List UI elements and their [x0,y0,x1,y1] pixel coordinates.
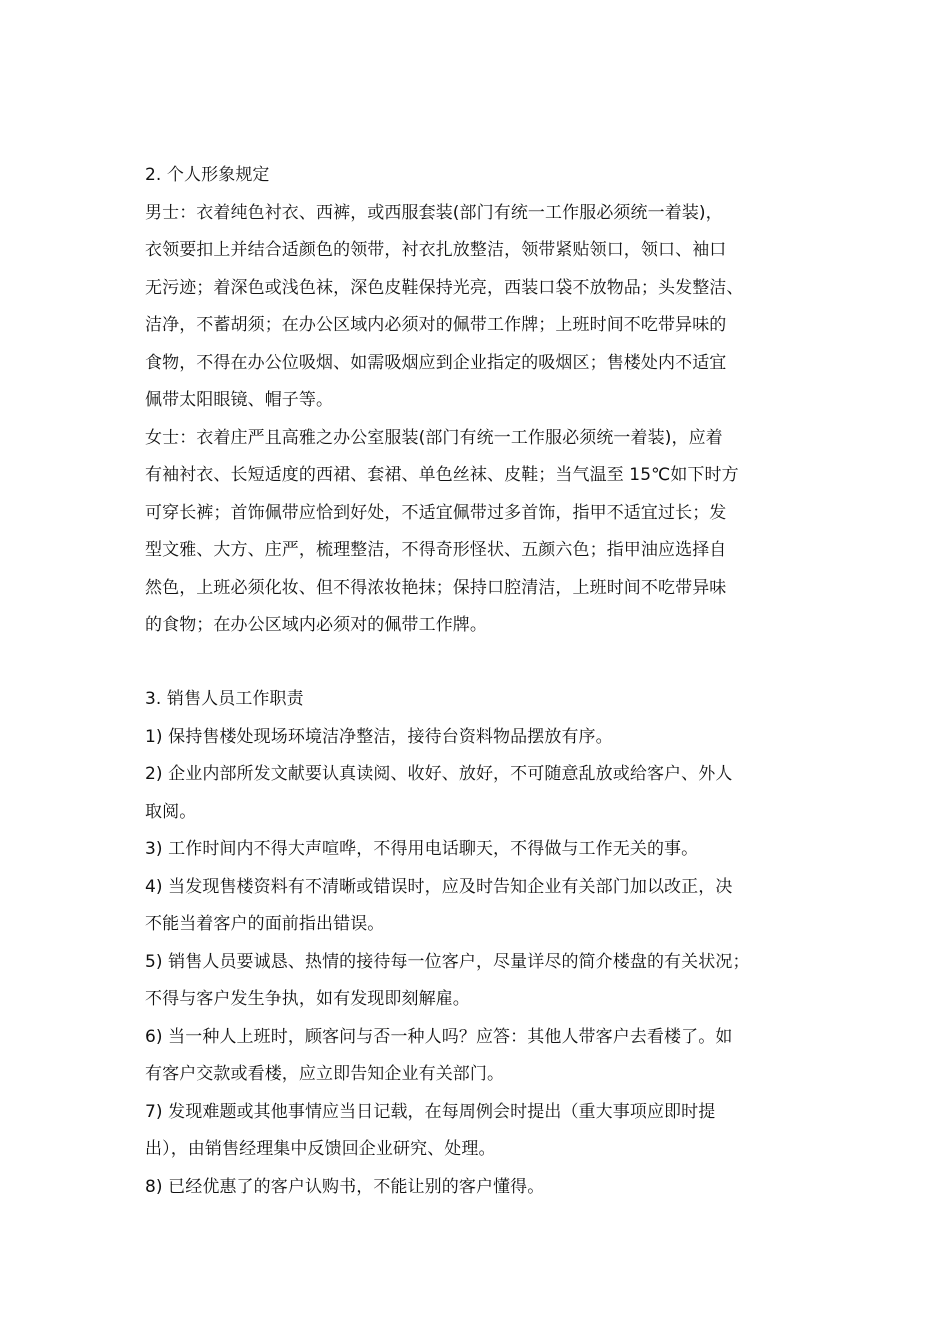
list-item: 有客户交款或看楼，应立即告知企业有关部门。 [145,1064,505,1084]
list-item: 2) 企业内部所发文献要认真读阅、收好、放好，不可随意乱放或给客户、外人 [145,764,733,784]
list-item: 8) 已经优惠了的客户认购书，不能让别的客户懂得。 [145,1177,545,1197]
section-3-heading: 3. 销售人员工作职责 [145,689,304,709]
paragraph-line: 有袖衬衣、长短适度的西裙、套裙、单色丝袜、皮鞋；当气温至 15℃如下时方 [145,465,739,485]
list-item: 7) 发现难题或其他事情应当日记载，在每周例会时提出（重大事项应即时提 [145,1102,716,1122]
paragraph-line: 无污迹；着深色或浅色袜，深色皮鞋保持光亮，西装口袋不放物品；头发整洁、 [145,278,744,298]
section-2-heading: 2. 个人形象规定 [145,165,270,185]
paragraph-line: 佩带太阳眼镜、帽子等。 [145,390,334,410]
list-item: 1) 保持售楼处现场环境洁净整洁，接待台资料物品摆放有序。 [145,727,613,747]
paragraph-line: 然色，上班必须化妆、但不得浓妆艳抹；保持口腔清洁，上班时间不吃带异味 [145,578,727,598]
paragraph-line: 食物，不得在办公位吸烟、如需吸烟应到企业指定的吸烟区；售楼处内不适宜 [145,353,727,373]
list-item: 不得与客户发生争执，如有发现即刻解雇。 [145,989,470,1009]
paragraph-line: 洁净，不蓄胡须；在办公区域内必须对的佩带工作牌；上班时间不吃带异味的 [145,315,727,335]
paragraph-line: 男士：衣着纯色衬衣、西裤，或西服套装(部门有统一工作服必须统一着装)， [145,203,723,223]
list-item: 4) 当发现售楼资料有不清晰或错误时，应及时告知企业有关部门加以改正，决 [145,877,733,897]
paragraph-line: 可穿长裤；首饰佩带应恰到好处，不适宜佩带过多首饰，指甲不适宜过长；发 [145,503,727,523]
paragraph-line: 女士：衣着庄严且高雅之办公室服装(部门有统一工作服必须统一着装)，应着 [145,428,723,448]
list-item: 5) 销售人员要诚恳、热情的接待每一位客户，尽量详尽的简介楼盘的有关状况； [145,952,750,972]
paragraph-line: 型文雅、大方、庄严，梳理整洁，不得奇形怪状、五颜六色；指甲油应选择自 [145,540,727,560]
paragraph-line: 衣领要扣上并结合适颜色的领带，衬衣扎放整洁，领带紧贴领口，领口、袖口 [145,240,727,260]
list-item: 3) 工作时间内不得大声喧哗，不得用电话聊天，不得做与工作无关的事。 [145,839,699,859]
list-item: 取阅。 [145,802,197,822]
list-item: 出），由销售经理集中反馈回企业研究、处理。 [145,1139,496,1159]
list-item: 6) 当一种人上班时，顾客问与否一种人吗？应答：其他人带客户去看楼了。如 [145,1027,733,1047]
list-item: 不能当着客户的面前指出错误。 [145,914,385,934]
paragraph-line: 的食物；在办公区域内必须对的佩带工作牌。 [145,615,487,635]
